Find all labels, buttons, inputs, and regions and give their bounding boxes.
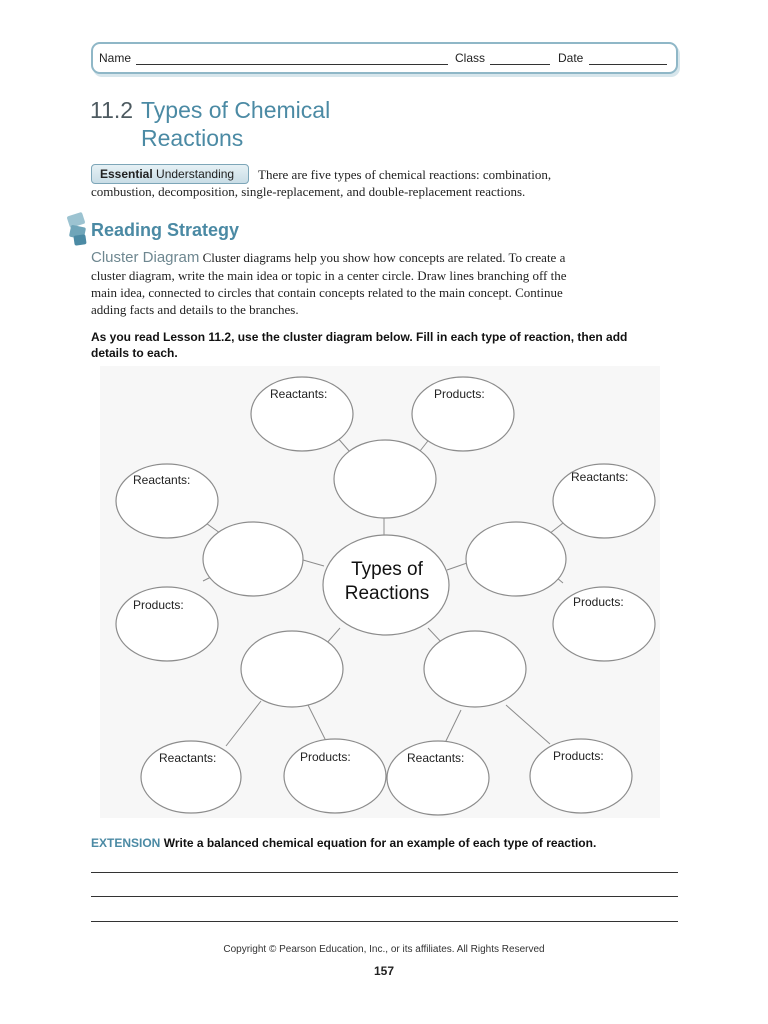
date-field[interactable] <box>589 64 667 65</box>
cluster-diagram-svg <box>100 366 660 818</box>
circle-type-left <box>203 522 303 596</box>
label-reactants-top: Reactants: <box>270 387 328 401</box>
label-products-right: Products: <box>573 595 624 609</box>
essential-understanding-badge <box>91 164 249 184</box>
page-title-line1: Types of Chemical <box>141 97 331 123</box>
center-label-line2: Reactions <box>344 583 430 604</box>
label-products-bottom-2: Products: <box>553 749 604 763</box>
extension-text: Write a balanced chemical equation for an example of each type of reaction. <box>163 836 597 850</box>
section-number: 11.2 <box>90 97 134 123</box>
page-title-line2: Reactions <box>141 125 244 151</box>
name-field[interactable] <box>136 64 448 65</box>
circle-type-right <box>466 522 566 596</box>
header-bar <box>91 42 678 74</box>
answer-line-3[interactable] <box>91 921 678 922</box>
center-label-line1: Types of <box>351 559 423 580</box>
answer-line-2[interactable] <box>91 896 678 897</box>
instructions-line2: details to each. <box>91 346 178 360</box>
answer-line-1[interactable] <box>91 872 678 873</box>
label-reactants-right: Reactants: <box>571 470 629 484</box>
cluster-text-4: adding facts and details to the branches. <box>91 302 299 317</box>
label-products-left: Products: <box>133 598 184 612</box>
instructions-line1: As you read Lesson 11.2, use the cluster diagram below. Fill in each type of reaction, then add <box>91 330 628 344</box>
badge-bold-text: Essential <box>100 167 153 181</box>
cluster-paragraph-line1 <box>91 249 651 267</box>
reading-strategy-icon <box>64 212 92 248</box>
cluster-text-1: Cluster diagrams help you show how concepts are related. To create a <box>202 250 566 265</box>
copyright-notice: Copyright © Pearson Education, Inc., or its affiliates. All Rights Reserved <box>223 944 545 955</box>
class-field[interactable] <box>490 64 550 65</box>
cluster-diagram <box>100 366 660 818</box>
essential-text-line1: There are five types of chemical reactions: combination, <box>258 167 552 182</box>
badge-rest-text: Understanding <box>156 167 235 181</box>
label-reactants-bottom-2: Reactants: <box>407 751 465 765</box>
instructions <box>91 329 666 361</box>
label-reactants-left: Reactants: <box>133 473 191 487</box>
circle-type-bottom-right <box>424 631 526 707</box>
name-label: Name <box>99 51 132 65</box>
circle-type-top <box>334 440 436 518</box>
circle-type-bottom-left <box>241 631 343 707</box>
cluster-diagram-label: Cluster Diagram <box>91 249 200 266</box>
label-products-top: Products: <box>434 387 485 401</box>
essential-text-line2: combustion, decomposition, single-replacement, and double-replacement reactions. <box>91 184 526 199</box>
page-number: 157 <box>373 964 395 978</box>
label-products-bottom-1: Products: <box>300 750 351 764</box>
class-label: Class <box>455 51 486 65</box>
reading-strategy-heading: Reading Strategy <box>91 220 240 240</box>
extension-prompt <box>91 836 596 850</box>
cluster-text-2: cluster diagram, write the main idea or topic in a center circle. Draw lines branching off the <box>91 268 567 283</box>
cluster-text-3: main idea, connected to circles that contain concepts related to the main concept. Continue <box>91 285 563 300</box>
label-reactants-bottom-1: Reactants: <box>159 751 217 765</box>
date-label: Date <box>558 51 584 65</box>
extension-tag: EXTENSION <box>91 836 161 850</box>
